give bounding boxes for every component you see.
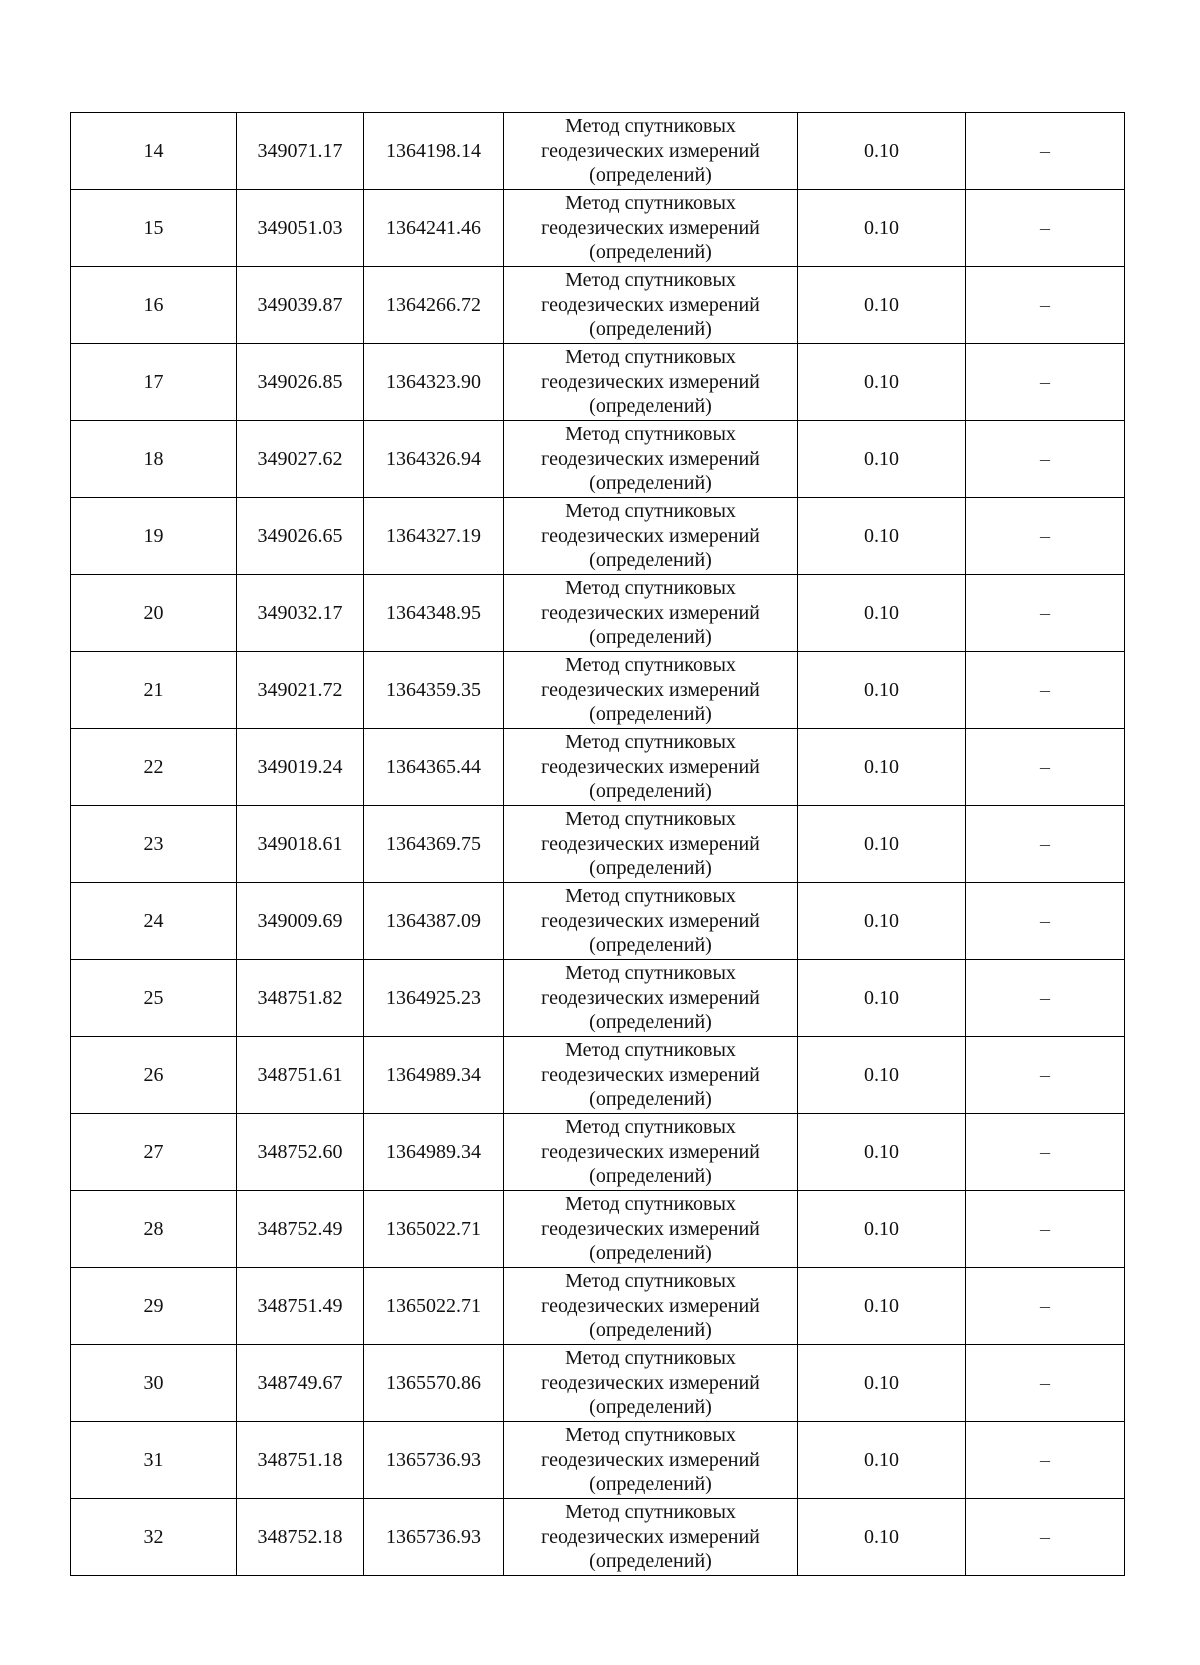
method-line-3: (определений): [589, 1088, 712, 1111]
point-number-cell: 24: [71, 883, 237, 960]
accuracy-cell: 0.10: [798, 1191, 966, 1268]
note-cell: –: [966, 498, 1125, 575]
y-coordinate-cell: 1364348.95: [364, 575, 504, 652]
note-cell: –: [966, 652, 1125, 729]
table-row: [71, 1268, 1125, 1345]
method-line-2: геодезических измерений: [541, 447, 760, 470]
accuracy-cell: 0.10: [798, 806, 966, 883]
y-coordinate-cell: 1364198.14: [364, 113, 504, 190]
method-line-3: (определений): [589, 472, 712, 495]
x-coordinate-cell: 349026.85: [237, 344, 364, 421]
method-cell: [504, 652, 798, 729]
table-row: [71, 575, 1125, 652]
method-line-2: геодезических измерений: [541, 139, 760, 162]
method-line-1: Метод спутниковых: [565, 654, 736, 677]
table-row: [71, 883, 1125, 960]
note-cell: –: [966, 344, 1125, 421]
table-row: [71, 1422, 1125, 1499]
method-cell: [504, 267, 798, 344]
accuracy-cell: 0.10: [798, 1114, 966, 1191]
point-number-cell: 17: [71, 344, 237, 421]
table-row: [71, 498, 1125, 575]
x-coordinate-cell: 348751.18: [237, 1422, 364, 1499]
accuracy-cell: 0.10: [798, 1499, 966, 1576]
method-line-1: Метод спутниковых: [565, 1116, 736, 1139]
point-number-cell: 32: [71, 1499, 237, 1576]
table-row: [71, 1037, 1125, 1114]
method-cell: [504, 1114, 798, 1191]
method-line-3: (определений): [589, 1165, 712, 1188]
point-number-cell: 31: [71, 1422, 237, 1499]
accuracy-cell: 0.10: [798, 113, 966, 190]
accuracy-cell: 0.10: [798, 1345, 966, 1422]
accuracy-cell: 0.10: [798, 960, 966, 1037]
accuracy-cell: 0.10: [798, 267, 966, 344]
point-number-cell: 16: [71, 267, 237, 344]
note-cell: –: [966, 1499, 1125, 1576]
method-line-3: (определений): [589, 1011, 712, 1034]
method-line-3: (определений): [589, 1242, 712, 1265]
method-line-1: Метод спутниковых: [565, 115, 736, 138]
method-line-1: Метод спутниковых: [565, 192, 736, 215]
accuracy-cell: 0.10: [798, 1268, 966, 1345]
method-line-3: (определений): [589, 1396, 712, 1419]
y-coordinate-cell: 1364989.34: [364, 1037, 504, 1114]
y-coordinate-cell: 1364323.90: [364, 344, 504, 421]
point-number-cell: 14: [71, 113, 237, 190]
accuracy-cell: 0.10: [798, 652, 966, 729]
method-cell: [504, 1345, 798, 1422]
table-row: [71, 190, 1125, 267]
method-line-2: геодезических измерений: [541, 1140, 760, 1163]
point-number-cell: 20: [71, 575, 237, 652]
method-line-3: (определений): [589, 780, 712, 803]
point-number-cell: 27: [71, 1114, 237, 1191]
y-coordinate-cell: 1364369.75: [364, 806, 504, 883]
note-cell: –: [966, 1114, 1125, 1191]
x-coordinate-cell: 348751.82: [237, 960, 364, 1037]
note-cell: –: [966, 1037, 1125, 1114]
method-cell: [504, 1499, 798, 1576]
accuracy-cell: 0.10: [798, 1037, 966, 1114]
x-coordinate-cell: 348752.60: [237, 1114, 364, 1191]
table-row: [71, 344, 1125, 421]
method-line-2: геодезических измерений: [541, 1063, 760, 1086]
method-line-2: геодезических измерений: [541, 832, 760, 855]
note-cell: –: [966, 1268, 1125, 1345]
method-line-3: (определений): [589, 241, 712, 264]
method-line-1: Метод спутниковых: [565, 1270, 736, 1293]
point-number-cell: 30: [71, 1345, 237, 1422]
method-cell: [504, 883, 798, 960]
x-coordinate-cell: 349071.17: [237, 113, 364, 190]
method-line-2: геодезических измерений: [541, 1371, 760, 1394]
note-cell: –: [966, 806, 1125, 883]
method-cell: [504, 1191, 798, 1268]
method-line-2: геодезических измерений: [541, 1294, 760, 1317]
y-coordinate-cell: 1365570.86: [364, 1345, 504, 1422]
method-line-3: (определений): [589, 1319, 712, 1342]
method-line-3: (определений): [589, 164, 712, 187]
accuracy-cell: 0.10: [798, 344, 966, 421]
note-cell: –: [966, 883, 1125, 960]
method-line-3: (определений): [589, 934, 712, 957]
note-cell: –: [966, 1345, 1125, 1422]
note-cell: –: [966, 960, 1125, 1037]
x-coordinate-cell: 349026.65: [237, 498, 364, 575]
table-row: [71, 1191, 1125, 1268]
method-line-1: Метод спутниковых: [565, 500, 736, 523]
note-cell: –: [966, 267, 1125, 344]
note-cell: –: [966, 575, 1125, 652]
method-cell: [504, 806, 798, 883]
accuracy-cell: 0.10: [798, 575, 966, 652]
table-row: [71, 267, 1125, 344]
method-line-2: геодезических измерений: [541, 1217, 760, 1240]
x-coordinate-cell: 348752.18: [237, 1499, 364, 1576]
table-row: [71, 1345, 1125, 1422]
y-coordinate-cell: 1364327.19: [364, 498, 504, 575]
method-cell: [504, 1422, 798, 1499]
method-line-1: Метод спутниковых: [565, 423, 736, 446]
method-cell: [504, 1268, 798, 1345]
point-number-cell: 22: [71, 729, 237, 806]
method-line-1: Метод спутниковых: [565, 962, 736, 985]
x-coordinate-cell: 349009.69: [237, 883, 364, 960]
method-line-2: геодезических измерений: [541, 601, 760, 624]
accuracy-cell: 0.10: [798, 421, 966, 498]
method-line-2: геодезических измерений: [541, 524, 760, 547]
method-line-1: Метод спутниковых: [565, 1039, 736, 1062]
y-coordinate-cell: 1365736.93: [364, 1499, 504, 1576]
method-line-2: геодезических измерений: [541, 678, 760, 701]
point-number-cell: 19: [71, 498, 237, 575]
x-coordinate-cell: 349051.03: [237, 190, 364, 267]
accuracy-cell: 0.10: [798, 498, 966, 575]
method-line-3: (определений): [589, 318, 712, 341]
accuracy-cell: 0.10: [798, 729, 966, 806]
method-cell: [504, 113, 798, 190]
accuracy-cell: 0.10: [798, 1422, 966, 1499]
table-row: [71, 960, 1125, 1037]
method-cell: [504, 729, 798, 806]
method-line-3: (определений): [589, 703, 712, 726]
method-line-3: (определений): [589, 1473, 712, 1496]
method-line-2: геодезических измерений: [541, 986, 760, 1009]
method-cell: [504, 1037, 798, 1114]
x-coordinate-cell: 349019.24: [237, 729, 364, 806]
note-cell: –: [966, 190, 1125, 267]
table-row: [71, 1499, 1125, 1576]
table-body: [71, 113, 1125, 1576]
method-line-1: Метод спутниковых: [565, 1501, 736, 1524]
method-line-3: (определений): [589, 1550, 712, 1573]
x-coordinate-cell: 349021.72: [237, 652, 364, 729]
y-coordinate-cell: 1364365.44: [364, 729, 504, 806]
method-line-1: Метод спутниковых: [565, 346, 736, 369]
method-line-2: геодезических измерений: [541, 293, 760, 316]
method-cell: [504, 498, 798, 575]
point-number-cell: 29: [71, 1268, 237, 1345]
method-line-2: геодезических измерений: [541, 370, 760, 393]
note-cell: –: [966, 421, 1125, 498]
x-coordinate-cell: 348752.49: [237, 1191, 364, 1268]
coordinates-table: [70, 112, 1125, 1576]
method-line-1: Метод спутниковых: [565, 731, 736, 754]
point-number-cell: 28: [71, 1191, 237, 1268]
method-line-2: геодезических измерений: [541, 755, 760, 778]
method-cell: [504, 575, 798, 652]
note-cell: –: [966, 729, 1125, 806]
method-cell: [504, 960, 798, 1037]
x-coordinate-cell: 348751.61: [237, 1037, 364, 1114]
method-cell: [504, 344, 798, 421]
table-row: [71, 1114, 1125, 1191]
accuracy-cell: 0.10: [798, 190, 966, 267]
y-coordinate-cell: 1364359.35: [364, 652, 504, 729]
point-number-cell: 15: [71, 190, 237, 267]
point-number-cell: 25: [71, 960, 237, 1037]
table-row: [71, 113, 1125, 190]
x-coordinate-cell: 348749.67: [237, 1345, 364, 1422]
note-cell: –: [966, 1422, 1125, 1499]
method-line-2: геодезических измерений: [541, 1525, 760, 1548]
table-row: [71, 652, 1125, 729]
point-number-cell: 18: [71, 421, 237, 498]
method-line-2: геодезических измерений: [541, 909, 760, 932]
x-coordinate-cell: 348751.49: [237, 1268, 364, 1345]
method-cell: [504, 421, 798, 498]
y-coordinate-cell: 1364989.34: [364, 1114, 504, 1191]
y-coordinate-cell: 1364925.23: [364, 960, 504, 1037]
method-line-2: геодезических измерений: [541, 1448, 760, 1471]
note-cell: –: [966, 113, 1125, 190]
method-line-1: Метод спутниковых: [565, 577, 736, 600]
y-coordinate-cell: 1365022.71: [364, 1191, 504, 1268]
table-row: [71, 806, 1125, 883]
method-line-2: геодезических измерений: [541, 216, 760, 239]
y-coordinate-cell: 1365736.93: [364, 1422, 504, 1499]
method-line-1: Метод спутниковых: [565, 808, 736, 831]
method-cell: [504, 190, 798, 267]
y-coordinate-cell: 1364387.09: [364, 883, 504, 960]
x-coordinate-cell: 349027.62: [237, 421, 364, 498]
y-coordinate-cell: 1364266.72: [364, 267, 504, 344]
y-coordinate-cell: 1364326.94: [364, 421, 504, 498]
method-line-1: Метод спутниковых: [565, 1424, 736, 1447]
y-coordinate-cell: 1364241.46: [364, 190, 504, 267]
x-coordinate-cell: 349032.17: [237, 575, 364, 652]
method-line-1: Метод спутниковых: [565, 1193, 736, 1216]
y-coordinate-cell: 1365022.71: [364, 1268, 504, 1345]
method-line-1: Метод спутниковых: [565, 269, 736, 292]
point-number-cell: 26: [71, 1037, 237, 1114]
table-row: [71, 729, 1125, 806]
table-row: [71, 421, 1125, 498]
accuracy-cell: 0.10: [798, 883, 966, 960]
method-line-1: Метод спутниковых: [565, 885, 736, 908]
x-coordinate-cell: 349039.87: [237, 267, 364, 344]
method-line-3: (определений): [589, 395, 712, 418]
note-cell: –: [966, 1191, 1125, 1268]
x-coordinate-cell: 349018.61: [237, 806, 364, 883]
method-line-1: Метод спутниковых: [565, 1347, 736, 1370]
method-line-3: (определений): [589, 857, 712, 880]
method-line-3: (определений): [589, 549, 712, 572]
point-number-cell: 23: [71, 806, 237, 883]
method-line-3: (определений): [589, 626, 712, 649]
point-number-cell: 21: [71, 652, 237, 729]
